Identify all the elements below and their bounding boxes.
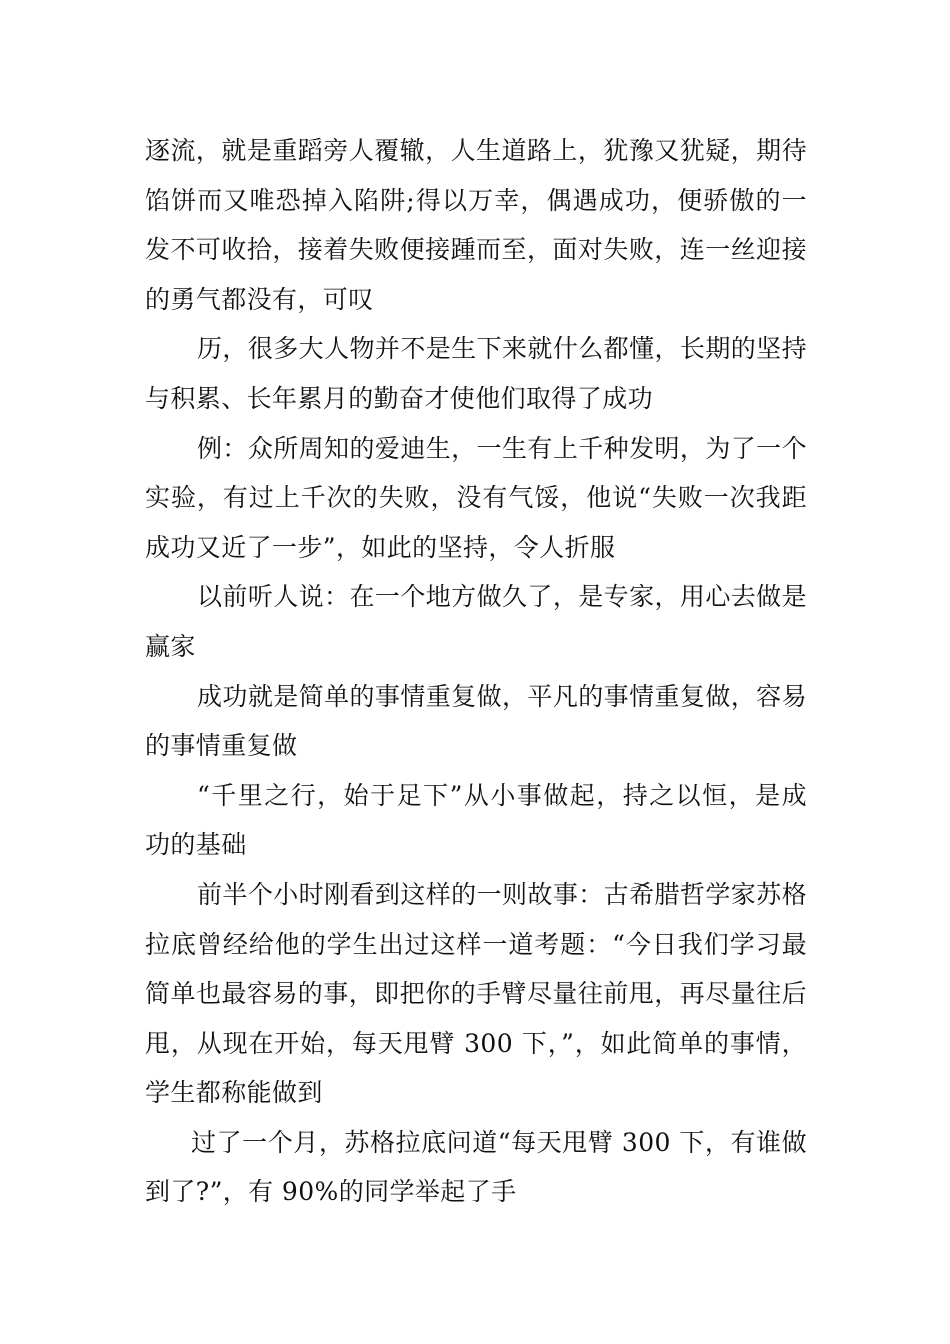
- document-body: [145, 126, 807, 1217]
- paragraph-8: 过了一个月，苏格拉底问道“每天甩臂 300 下，有谁做到了?”，有 90%的同学举起了手: [145, 1127, 807, 1207]
- paragraph-5: 成功就是简单的事情重复做，平凡的事情重复做，容易的事情重复做: [145, 681, 807, 761]
- paragraph-2: 历，很多大人物并不是生下来就什么都懂，长期的坚持与积累、长年累月的勤奋才使他们取得了成功: [145, 334, 807, 413]
- paragraph-6: “千里之行，始于足下”从小事做起，持之以恒，是成功的基础: [145, 780, 807, 860]
- paragraph-7: 前半个小时刚看到这样的一则故事：古希腊哲学家苏格拉底曾经给他的学生出过这样一道考题：“今日我们学习最简单也最容易的事，即把你的手臂尽量往前甩，再尽量往后甩，从现在开始，每天甩臂 300 下，”，如此简单的事情，学生都称能做到: [145, 879, 807, 1108]
- paragraph-3: 例：众所周知的爱迪生，一生有上千种发明，为了一个实验，有过上千次的失败，没有气馁，他说“失败一次我距成功又近了一步”，如此的坚持，令人折服: [145, 433, 807, 562]
- paragraph-4: 以前听人说：在一个地方做久了，是专家，用心去做是赢家: [145, 582, 807, 661]
- paragraph-1: 逐流，就是重蹈旁人覆辙，人生道路上，犹豫又犹疑，期待馅饼而又唯恐掉入陷阱;得以万幸，偶遇成功，便骄傲的一发不可收拾，接着失败便接踵而至，面对失败，连一丝迎接的勇气都没有，可叹: [145, 136, 807, 314]
